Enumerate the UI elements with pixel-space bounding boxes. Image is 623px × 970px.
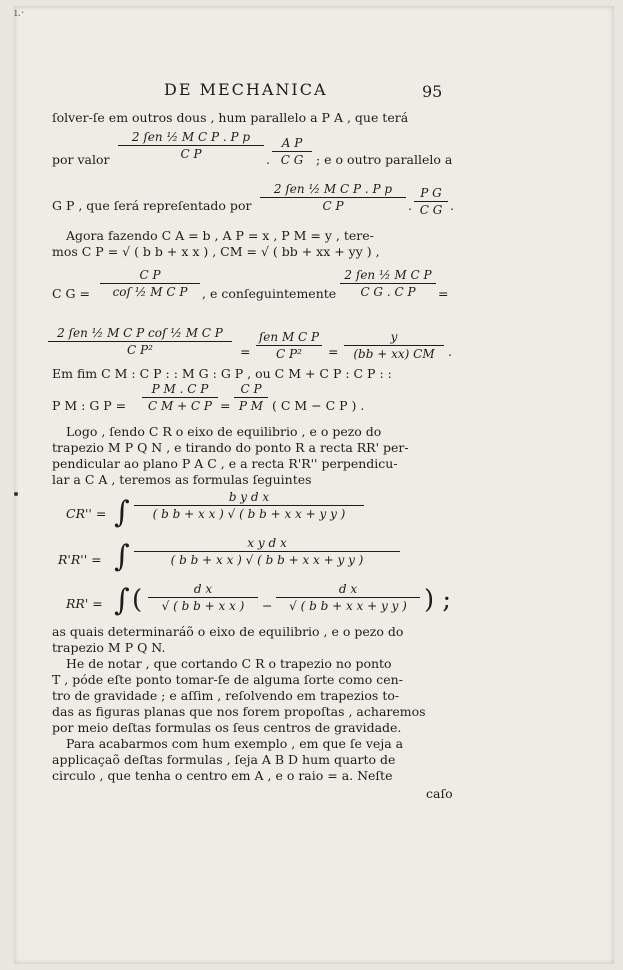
text-line: Agora fazendo C A = b , A P = x , P M = y , tere-: [66, 228, 374, 243]
formula-label: CR'' =: [66, 506, 107, 521]
fraction: 2 ſen ½ M C P . P p C P: [260, 182, 406, 213]
text-line: por valor: [52, 152, 110, 167]
fraction: A P C G: [272, 136, 312, 167]
fraction: C P P M: [234, 382, 268, 413]
integral-sign: ∫: [114, 583, 130, 618]
text-line: applicaçaõ deſtas formulas , ſeja A B D hum quarto de: [52, 752, 396, 767]
fraction: ſen M C P C P²: [256, 330, 322, 361]
text-line: as quais determinaráõ o eixo de equilibrio , e o pezo do: [52, 624, 404, 639]
fraction: P M . C P C M + C P: [142, 382, 218, 413]
fraction: 2 ſen ½ M C P coſ ½ M C P C P²: [48, 326, 232, 357]
text-line: P M : G P =: [52, 398, 127, 413]
text-line: Para acabarmos com hum exemplo , em que ſe veja a: [66, 736, 404, 751]
text-line: lar a C A , teremos as formulas ſeguintes: [52, 472, 312, 487]
formula-label: RR' =: [66, 596, 103, 611]
fraction: d x √ ( b b + x x ): [148, 582, 258, 613]
text-line: C G =: [52, 286, 90, 301]
text-line: G P , que ſerá repreſentado por: [52, 198, 252, 213]
text-line: das as figuras planas que nos forem propoſtas , acharemos: [52, 704, 426, 719]
fraction: 2 ſen ½ M C P . P p C P: [118, 130, 264, 161]
fraction: P G C G: [414, 186, 448, 217]
text-line: trapezio M P Q N.: [52, 640, 166, 655]
book-page: ı.· DE MECHANICA 95 ſolver-ſe em outros dous , hum parallelo a P A , que terá por valor 2 ſen ½ M C P . P p C P . A P C G ; e o outro parallelo a G P , que ſerá repreſentado por 2 ſen ½ M C P . P p C P . P G C G . Agora fazendo C A = b , A P = x , P M = y , tere- mos C P = √ ( b b + x x ) , CM = √ ( bb + xx + yy ) , C G = C P coſ ½ M C P , e conſeguintemente 2 ſen ½ M C P C G . C P = 2 ſen ½ M C P coſ ½ M C P C P² = ſen M C P C P² = y (bb + xx) CM . Em fim C M : C P : : M G : G P , ou C M + C P : C P : : P M : G P = P M . C P C M + C P = C P P M ( C M − C P ) . Logo , ſendo C R o eixo de equilibrio , e o pezo do trapezio M P Q N , e tirando do ponto R a recta RR' per- pendicular ao plano P A C , e a recta R'R'' perpendicu- lar a C A , teremos as formulas ſeguintes CR'' = ∫ b y d x ( b b + x x ) √ ( b b + x x + y y ) R'R'' = ∫ x y d x ( b b + x x ) √ ( b b + x x + y y ) RR' = ∫ ( d x √ ( b b + x x ) − d x √ ( b b + x x + y y ) ) ; as quais determinaráõ o eixo de equilibrio , e o pezo do trapezio M P Q N. He de notar , que cortando C R o trapezio no ponto T , póde eſte ponto tomar-ſe de alguma ſorte como cen- tro de gravidade ; e aſſim , reſolvendo em trapezios to- das as figuras planas que nos forem propoſtas , acharemos por meio deſtas formulas os ſeus centros de gravidade. Para acabarmos com hum exemplo , em que ſe veja a applicaçaõ deſtas formulas , ſeja A B D hum quarto de circulo , que tenha o centro em A , e o raio = a. Neſte caſo: [14, 6, 614, 964]
integral-sign: ∫: [114, 495, 130, 530]
fraction: b y d x ( b b + x x ) √ ( b b + x x + y y ): [134, 490, 364, 521]
text-line: trapezio M P Q N , e tirando do ponto R a recta RR' per-: [52, 440, 409, 455]
corner-mark: ı.·: [14, 6, 25, 19]
text-line: ſolver-ſe em outros dous , hum parallelo a P A , que terá: [52, 110, 409, 125]
text-line: por meio deſtas formulas os ſeus centros de gravidade.: [52, 720, 402, 735]
text-line: Logo , ſendo C R o eixo de equilibrio , e o pezo do: [66, 424, 382, 439]
page-number: 95: [422, 82, 443, 101]
text-line: mos C P = √ ( b b + x x ) , CM = √ ( bb + xx + yy ) ,: [52, 244, 380, 259]
text-line: pendicular ao plano P A C , e a recta R'R'' perpendicu-: [52, 456, 398, 471]
fraction: d x √ ( b b + x x + y y ): [276, 582, 420, 613]
text-line: Em fim C M : C P : : M G : G P , ou C M + C P : C P : :: [52, 366, 392, 381]
margin-dot: [14, 492, 18, 496]
fraction: x y d x ( b b + x x ) √ ( b b + x x + y y ): [134, 536, 400, 567]
text-line: tro de gravidade ; e aſſim , reſolvendo em trapezios to-: [52, 688, 400, 703]
text-line: He de notar , que cortando C R o trapezio no ponto: [66, 656, 392, 671]
text-line: T , póde eſte ponto tomar-ſe de alguma ſorte como cen-: [52, 672, 403, 687]
text-line: ( C M − C P ) .: [272, 398, 365, 413]
text-line: ; e o outro parallelo a: [316, 152, 453, 167]
catchword: caſo: [426, 786, 453, 801]
fraction: y (bb + xx) CM: [344, 330, 444, 361]
text-line: circulo , que tenha o centro em A , e o raio = a. Neſte: [52, 768, 393, 783]
text-line: , e conſeguintemente: [202, 286, 337, 301]
integral-sign: ∫: [114, 539, 130, 574]
fraction: C P coſ ½ M C P: [100, 268, 200, 299]
fraction: 2 ſen ½ M C P C G . C P: [340, 268, 436, 299]
running-head-title: DE MECHANICA: [164, 80, 328, 99]
formula-label: R'R'' =: [58, 552, 102, 567]
